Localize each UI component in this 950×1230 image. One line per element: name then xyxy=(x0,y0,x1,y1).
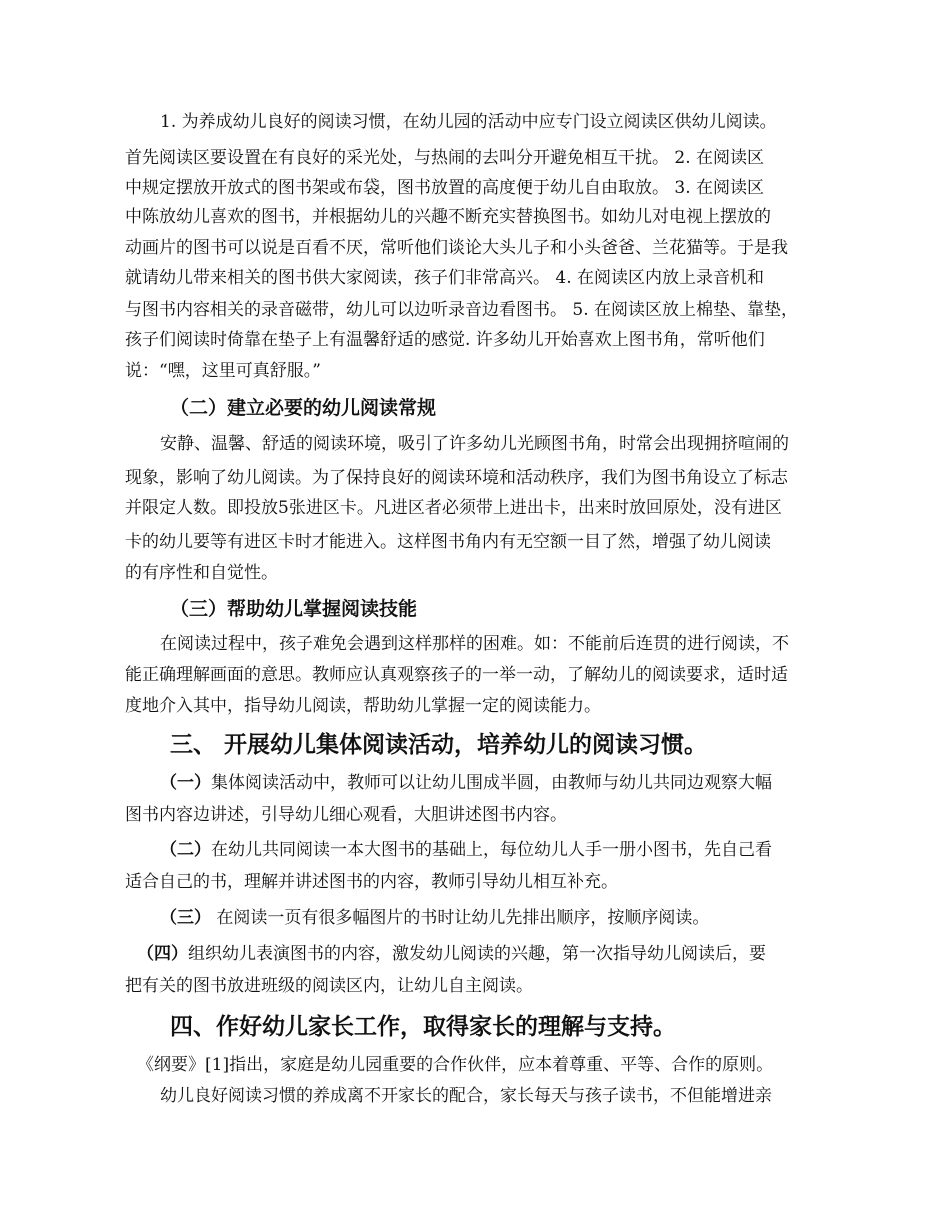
para4-line: 《纲要》[1]指出，家庭是幼儿园重要的合作伙伴，应本着尊重、平等、合作的原则。 xyxy=(137,1055,774,1075)
para1-line: 就请幼儿带来相关的图书供大家阅读，孩子们非常高兴。 4. 在阅读区内放上录音机和 xyxy=(125,268,765,288)
para1-line: 1. 为养成幼儿良好的阅读习惯，在幼儿园的活动中应专门设立阅读区供幼儿阅读。 xyxy=(160,112,777,132)
para1-line: 动画片的图书可以说是百看不厌，常听他们谈论大头儿子和小头爸爸、兰花猫等。于是我 xyxy=(125,238,788,258)
para2-line: 卡的幼儿要等有进区卡时才能进入。这样图书角内有无空额一目了然，增强了幼儿阅读 xyxy=(125,532,771,552)
list-item-line: 把有关的图书放进班级的阅读区内，让幼儿自主阅读。 xyxy=(125,976,533,996)
item-text: 在阅读一页有很多幅图片的书时让幼儿先排出顺序，按顺序阅读。 xyxy=(211,908,710,928)
item-text: 组织幼儿表演图书的内容，激发幼儿阅读的兴趣，第一次指导幼儿阅读后，要 xyxy=(188,944,766,964)
para1-line: 与图书内容相关的录音磁带，幼儿可以边听录音边看图书。 5. 在阅读区放上棉垫、靠垫， xyxy=(125,300,799,320)
subheading: （二）建立必要的幼儿阅读常规 xyxy=(170,397,437,419)
item-label: （四） xyxy=(137,944,188,964)
para1-line: 说：“嘿，这里可真舒服。” xyxy=(125,361,321,381)
item-label: （三） xyxy=(160,908,211,928)
para2-line: 现象，影响了幼儿阅读。为了保持良好的阅读环境和活动秩序，我们为图书角设立了标志 xyxy=(125,468,788,488)
item-text: 集体阅读活动中，教师可以让幼儿围成半圆，由教师与幼儿共同边观察大幅 xyxy=(211,773,772,793)
list-item xyxy=(160,906,830,930)
list-item-line: 图书内容边讲述，引导幼儿细心观看，大胆讲述图书内容。 xyxy=(125,805,567,825)
list-item xyxy=(160,771,830,795)
subheading: （三）帮助幼儿掌握阅读技能 xyxy=(170,598,418,620)
para1-line: 孩子们阅读时倚靠在垫子上有温馨舒适的感觉. 许多幼儿开始喜欢上图书角，常听他们 xyxy=(125,330,765,350)
para4-line: 幼儿良好阅读习惯的养成离不开家长的配合，家长每天与孩子读书，不但能增进亲 xyxy=(160,1086,772,1106)
para2-line: 并限定人数。即投放5张进区卡。凡进区者必须带上进出卡，出来时放回原处，没有进区 xyxy=(125,498,782,518)
para2-line: 的有序性和自觉性。 xyxy=(125,563,278,583)
item-label: （一） xyxy=(160,773,211,793)
para1-line: 首先阅读区要设置在有良好的采光处，与热闹的去叫分开避免相互干扰。 2. 在阅读区 xyxy=(125,148,765,168)
para2-line: 安静、温馨、舒适的阅读环境，吸引了许多幼儿光顾图书角，时常会出现拥挤喧闹的 xyxy=(160,434,789,454)
para3-line: 在阅读过程中，孩子难免会遇到这样那样的困难。如：不能前后连贯的进行阅读，不 xyxy=(160,634,789,654)
list-item xyxy=(137,942,830,966)
para3-line: 度地介入其中，指导幼儿阅读，帮助幼儿掌握一定的阅读能力。 xyxy=(125,696,601,716)
list-item xyxy=(160,838,830,862)
section-heading: 三、 开展幼儿集体阅读活动，培养幼儿的阅读习惯。 xyxy=(170,732,708,758)
para1-line: 中规定摆放开放式的图书架或布袋，图书放置的高度便于幼儿自由取放。 3. 在阅读区 xyxy=(125,178,765,198)
para1-line: 中陈放幼儿喜欢的图书，并根据幼儿的兴趣不断充实替换图书。如幼儿对电视上摆放的 xyxy=(125,207,771,227)
section-heading: 四、作好幼儿家长工作，取得家长的理解与支持。 xyxy=(170,1014,676,1040)
item-text: 在幼儿共同阅读一本大图书的基础上，每位幼儿人手一册小图书，先自己看 xyxy=(211,840,772,860)
para3-line: 能正确理解画面的意思。教师应认真观察孩子的一举一动，了解幼儿的阅读要求，适时适 xyxy=(125,665,788,685)
item-label: （二） xyxy=(160,840,211,860)
list-item-line: 适合自己的书，理解并讲述图书的内容，教师引导幼儿相互补充。 xyxy=(125,872,618,892)
